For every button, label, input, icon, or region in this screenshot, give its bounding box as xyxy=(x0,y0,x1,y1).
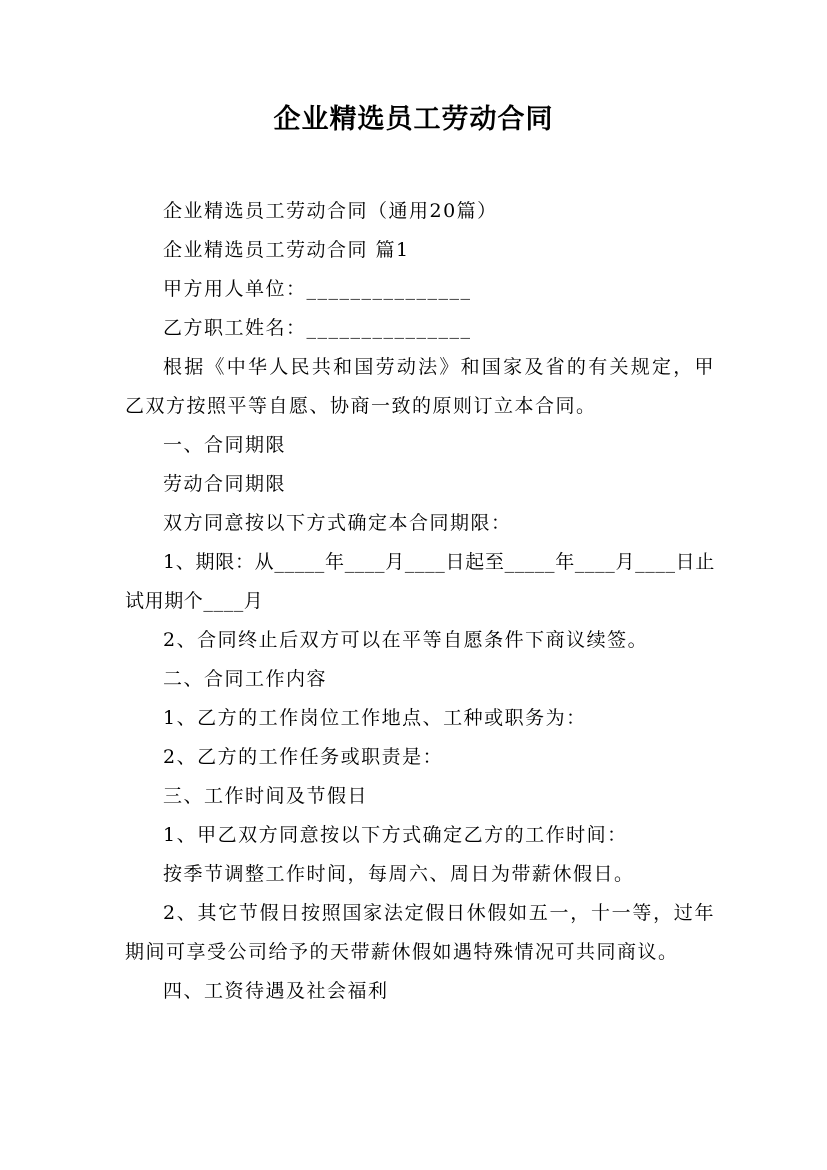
paragraph-hours-agreement: 1、甲乙双方同意按以下方式确定乙方的工作时间： xyxy=(163,824,628,846)
paragraph-heading-hours: 三、工作时间及节假日 xyxy=(163,785,369,807)
document-title: 企业精选员工劳动合同 xyxy=(273,104,554,135)
document-body xyxy=(125,192,715,1011)
paragraph-term-agreement: 双方同意按以下方式确定本合同期限： xyxy=(163,512,512,534)
paragraph-party-b: 乙方职工姓名：_______________ xyxy=(163,317,472,339)
paragraph-party-a: 甲方用人单位：_______________ xyxy=(163,278,472,300)
paragraph-seasonal-hours: 按季节调整工作时间，每周六、周日为带薪休假日。 xyxy=(163,863,635,885)
paragraph-heading-wages: 四、工资待遇及社会福利 xyxy=(163,980,389,1002)
paragraph-holidays: 2、其它节假日按照国家法定假日休假如五一，十一等，过年期间可享受公司给予的天带薪休假如遇特殊情况可共同商议。 xyxy=(125,902,715,963)
paragraph-term-period: 1、期限：从_____年____月____日起至_____年____月____日止试用期个____月 xyxy=(125,551,715,612)
paragraph-heading-term: 一、合同期限 xyxy=(163,434,287,456)
paragraph-subtitle: 企业精选员工劳动合同（通用20篇） xyxy=(163,200,498,222)
paragraph-contract-term: 劳动合同期限 xyxy=(163,473,287,495)
paragraph-work-post: 1、乙方的工作岗位工作地点、工种或职务为： xyxy=(163,707,587,729)
paragraph-preamble: 根据《中华人民共和国劳动法》和国家及省的有关规定，甲乙双方按照平等自愿、协商一致的原则订立本合同。 xyxy=(125,356,715,417)
paragraph-section-heading: 企业精选员工劳动合同 篇1 xyxy=(163,239,410,261)
paragraph-renewal: 2、合同终止后双方可以在平等自愿条件下商议续签。 xyxy=(163,629,649,651)
paragraph-heading-work-content: 二、合同工作内容 xyxy=(163,668,328,690)
paragraph-work-duties: 2、乙方的工作任务或职责是： xyxy=(163,746,444,768)
